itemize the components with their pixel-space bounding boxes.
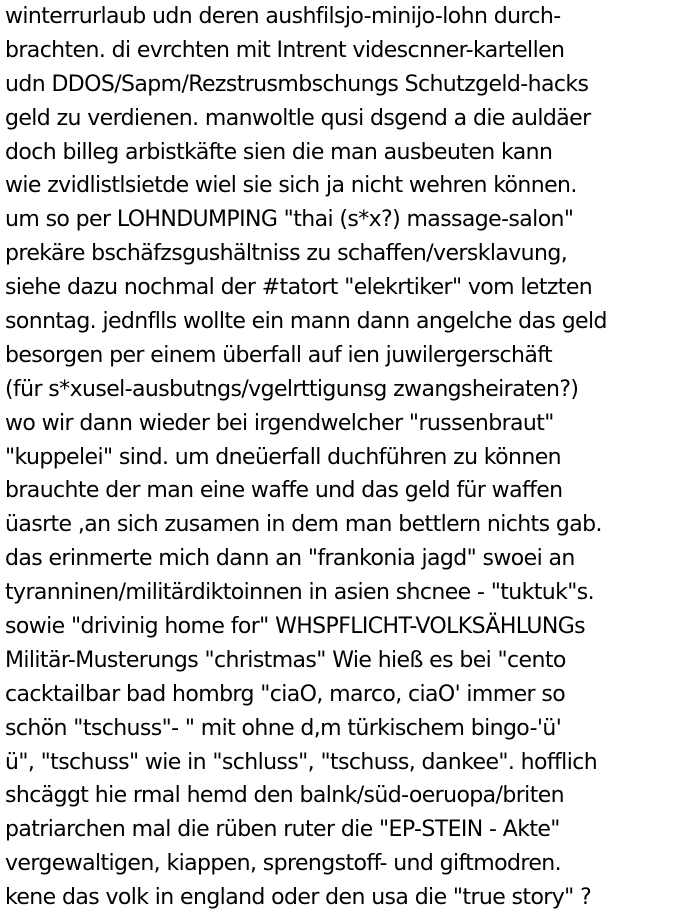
text-line: besorgen per einem überfall auf ien juwilergerschäft bbox=[5, 342, 553, 368]
text-line: ü", "tschuss" wie in "schluss", "tschuss, dankee". hofflich bbox=[5, 749, 598, 775]
text-line: winterrurlaub udn deren aushfilsjo-minijo-lohn durch- bbox=[5, 4, 561, 29]
text-line: patriarchen mal die rüben ruter die "EP-STEIN - Akte" bbox=[5, 817, 560, 843]
text-line: prekäre bschäfzsgushältniss zu schaffen/versklavung, bbox=[5, 241, 568, 267]
text-line: udn DDOS/Sapm/Rezstrusmbschungs Schutzgeld-hacks bbox=[5, 71, 589, 97]
text-line: schön "tschuss"- " mit ohne d,m türkischem bingo-'ü' bbox=[5, 715, 562, 741]
text-line: tyranninen/militärdiktoinnen in asien shcnee - "tuktuk"s. bbox=[5, 580, 595, 606]
text-line: üasrte ,an sich zusamen in dem man bettlern nichts gab. bbox=[5, 512, 602, 538]
text-line: sonntag. jednflls wollte ein mann dann angelche das geld bbox=[5, 309, 607, 335]
text-line: kene das volk in england oder den usa die "true story" ? bbox=[5, 885, 592, 911]
text-line: (für s*xusel-ausbutngs/vgelrttigunsg zwangsheiraten?) bbox=[5, 376, 579, 402]
text-line: cacktailbar bad hombrg "ciaO, marco, ciaO' immer so bbox=[5, 681, 566, 707]
body-text bbox=[5, 0, 681, 915]
text-line: wie zvidlistlsietde wiel sie sich ja nicht wehren können. bbox=[5, 173, 577, 199]
text-line: das erinmerte mich dann an "frankonia jagd" swoei an bbox=[5, 546, 575, 572]
text-line: brauchte der man eine waffe und das geld für waffen bbox=[5, 478, 563, 504]
text-line: sowie "drivinig home for" WHSPFLICHT-VOLKSÄHLUNGs bbox=[5, 614, 586, 640]
text-line: "kuppelei" sind. um dneüerfall duchführen zu können bbox=[5, 444, 561, 470]
text-line: vergewaltigen, kiappen, sprengstoff- und giftmodren. bbox=[5, 851, 561, 877]
text-line: Militär-Musterungs "christmas" Wie hieß es bei "cento bbox=[5, 647, 566, 673]
text-line: wo wir dann wieder bei irgendwelcher "russenbraut" bbox=[5, 410, 554, 436]
text-line: brachten. di evrchten mit Intrent videscnner-kartellen bbox=[5, 37, 565, 63]
text-line: geld zu verdienen. manwoltle qusi dsgend a die auldäer bbox=[5, 105, 591, 131]
text-line: um so per LOHNDUMPING "thai (s*x?) massage-salon" bbox=[5, 207, 574, 233]
text-line: siehe dazu nochmal der #tatort "elekrtiker" vom letzten bbox=[5, 275, 593, 301]
text-line: doch billeg arbistkäfte sien die man ausbeuten kann bbox=[5, 139, 553, 165]
text-line: shcäggt hie rmal hemd den balnk/süd-oeruopa/briten bbox=[5, 783, 564, 809]
